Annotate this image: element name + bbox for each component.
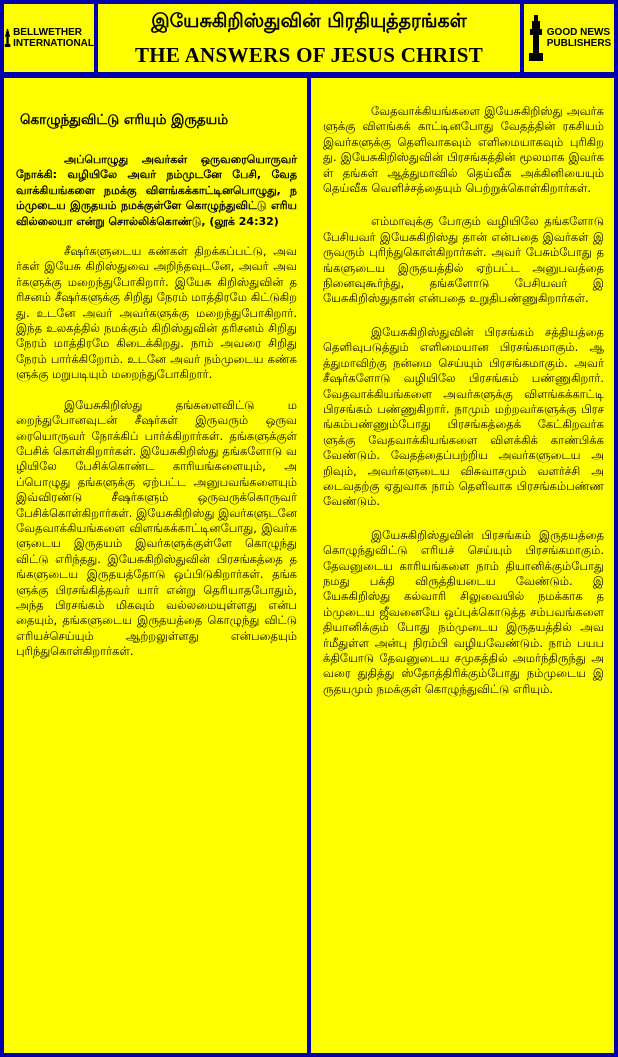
left-logo-panel <box>4 4 94 72</box>
left-column <box>4 78 307 1053</box>
left-logo-line-2: INTERNATIONAL <box>13 38 94 49</box>
body-paragraph: எம்மாவுக்கு போகும் வழியிலே தங்களோடு பேசியவர் இயேசுகிறிஸ்து தான் என்பதை இவர்கள் இருவரும் புரிந்துகொள்கிறார்கள். அவர் பேசும்போது தங்களுடைய இருதயத்தில் ஏற்பட்ட அனுபவத்தை நினைவுகூர்ந்து, தங்களோடு பேசியவர் இயேசுகிறிஸ்துதான் என்பதை உறுதிபண்ணுகிறார்கள். <box>323 214 604 306</box>
right-logo-line-2: PUBLISHERS <box>546 38 612 49</box>
good-news-logo-icon <box>527 13 545 63</box>
scripture-quote: அப்பொழுது அவர்கள் ஒருவரையொருவர் நோக்கி: வழியிலே அவர் நம்முடனே பேசி, வேதவாக்கியங்களை நமக்கு விளங்கக்காட்டினபொழுது, நம்முடைய இருதயம் நமக்குள்ளே கொழுந்துவிட்டு எரியவில்லையா என்று சொல்லிக்கொண்டு, (லூக் 24:32) <box>16 153 297 228</box>
page-title-english: THE ANSWERS OF JESUS CHRIST <box>134 43 484 67</box>
article-title: கொழுந்துவிட்டு எரியும் இருதயம் <box>20 112 229 128</box>
body-paragraph: சீஷர்களுடைய கண்கள் திறக்கப்பட்டு, அவர்கள் இயேசு கிறிஸ்துவை அறிந்தவுடனே, அவர் அவர்களுக்கு மறைந்துபோகிறார். இயேசு கிறிஸ்துவின் தரிசனம் சீஷர்களுக்கு சிறிது நேரம் மாத்திரமே கிட்டுகிறது. உடனே அவர் அவர்களுக்கு மறைந்துபோகிறார். இந்த உலகத்தில் நமக்கும் கிறிஸ்துவின் தரிசனம் சிறிது நேரம் மாத்திரமே கிடைக்கிறது. நாம் அவரை சிறிது நேரம் பார்க்கிறோம். உடனே அவர் நம்முடைய கண்களுக்கு மறுபடியும் மறைந்துபோகிறார். <box>16 244 297 382</box>
bellwether-logo-icon <box>4 13 11 63</box>
body-paragraph: இயேசுகிறிஸ்துவின் பிரசங்கம் சத்தியத்தை தெளிவுபடுத்தும் எளிமையான பிரசங்கமாகும். ஆத்துமாவிற்கு நன்மை செய்யும் பிரசங்கமாகும். அவர் சீஷர்களோடு வழியிலே பிரசங்கம் பண்ணுகிறார். வேதவாக்கியங்களை அவர்களுக்கு விளங்கக்காட்டி பிரசங்கம் பண்ணுகிறார். நாமும் மற்றவர்களுக்கு பிரசங்கம்பண்ணும்போது பிரசங்கத்தைக் கேட்கிறவர்களுக்கு வேதவாக்கியங்களை விளக்கிக் காண்பிக்க வேண்டும். வேதத்தைப்பற்றிய அவர்களுடைய அறிவும், அவர்களுடைய விசுவாசமும் வளர்ச்சி அடைவதற்கு ஏதுவாக நாம் தெளிவாக பிரசங்கம்பண்ண வேண்டும். <box>323 324 604 509</box>
page-title-tamil: இயேசுகிறிஸ்துவின் பிரதியுத்தரங்கள் <box>151 10 467 32</box>
right-logo-text <box>547 27 611 49</box>
right-logo-line-1: GOOD NEWS <box>546 27 611 38</box>
right-column <box>311 78 614 1053</box>
body-paragraph: இயேசுகிறிஸ்து தங்களைவிட்டு மறைந்துபோனவுடன் சீஷர்கள் இருவரும் ஒருவரையொருவர் நோக்கிப் பார்க்கிறார்கள். தங்களுக்குள் பேசிக் கொள்கிறார்கள். இயேசுகிறிஸ்து தங்களோடு வழியிலே பேசிக்கொண்ட காரியங்களையும், அப்பொழுது தங்களுக்கு ஏற்பட்ட அனுபவங்களையும் இவ்விரண்டு சீஷர்களும் ஒருவருக்கொருவர் பேசிக்கொள்கிறார்கள். இயேசுகிறிஸ்து இவர்களுடனே வேதவாக்கியங்களை விளங்கக்காட்டினபோது, இவர்களுடைய இருதயம் இவர்களுக்குள்ளே கொழுந்து விட்டு எரிந்தது. இயேசுகிறிஸ்துவின் பிரசங்கத்தை தங்களுடைய இருதயத்தோடு ஒப்பிடுகிறார்கள். தங்களுக்கு பிரசங்கித்தவர் யார் என்று தெரியாதபோதும், அந்த பிரசங்கம் மிகவும் வல்லமையுள்ளது என்பதையும், தங்களுடைய இருதயத்தை கொழுந்து விட்டு எரியச்செய்யும் ஆற்றலுள்ளது என்பதையும் புரிந்துகொள்கிறார்கள். <box>16 397 297 659</box>
body-paragraph: வேதவாக்கியங்களை இயேசுகிறிஸ்து அவர்களுக்கு விளங்கக் காட்டினபோது வேதத்தின் ரகசியம் இவர்களுக்கு தெளிவாகவும் எளிமையாகவும் புரிகிறது. இயேசுகிறிஸ்துவின் பிரசங்கத்தின் மூலமாக இவர்கள் தங்கள் ஆத்துமாவில் தெய்வீக அக்கினியையும் தெய்வீக வெளிச்சத்தையும் பெற்றுக்கொள்கிறார்கள். <box>323 104 604 196</box>
body-paragraph: இயேசுகிறிஸ்துவின் பிரசங்கம் இருதயத்தை கொழுந்துவிட்டு எரியச் செய்யும் பிரசங்கமாகும். தேவனுடைய காரியங்களை நாம் தியானிக்கும்போது நமது பக்தி விருத்தியடைய வேண்டும். இயேசுகிறிஸ்து கல்வாரி சிலுவையில் நமக்காக தம்முடைய ஜீவனையே ஒப்புக்கொடுத்த சம்பவங்களை தியானிக்கும் போது நம்முடைய இருதயத்தில் அவர்மீதுள்ள அன்பு நிரம்பி வழியவேண்டும். நாம் பயபக்தியோடு தேவனுடைய சமுகத்தில் அமர்ந்திருந்து அவரை துதித்து ஸ்தோத்திரிக்கும்போது நம்முடைய இருதயமும் நமக்குள் கொழுந்துவிட்டு எரியும். <box>323 527 604 696</box>
left-logo-line-1: BELLWETHER <box>13 27 82 38</box>
header-title-panel <box>98 4 520 72</box>
left-logo-text <box>13 27 94 49</box>
right-logo-panel <box>524 4 614 72</box>
